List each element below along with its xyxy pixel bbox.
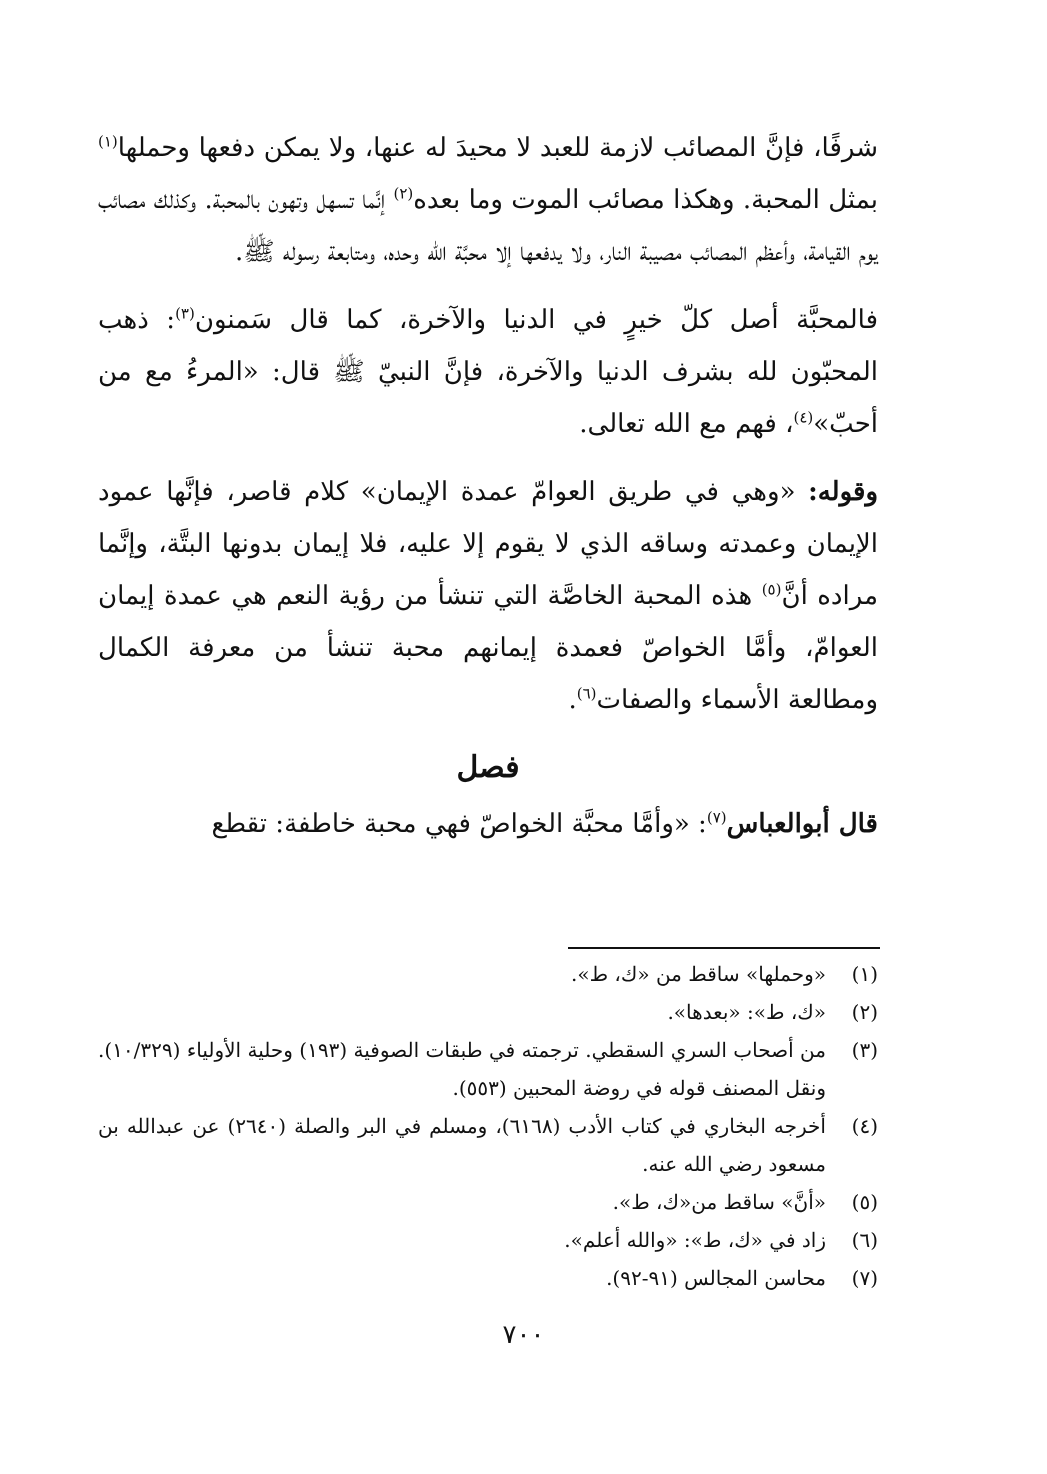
main-text [98,122,878,866]
footnote-text: محاسن المجالس (٩١-٩٢). [606,1266,826,1290]
paragraph-3-text-1: «وهي في طريق العوامّ عمدة الإيمان» كلام قاصر، فإنَّها عمود الإيمان وعمدته وساقه الذي لا يقوم إلا عليه، فلا إيمان بدونها البتَّة، وإنَّما مراده أنَّ [98,477,878,611]
paragraph-2-text-2: : ذهب المحبّون لله بشرف الدنيا والآخرة، فإنَّ النبيّ ﷺ قال: «المرءُ مع من أحبّ» [98,305,878,439]
paragraph-2 [98,294,878,450]
footnote-number: (٦) [851,1228,878,1252]
footnote-ref-4[interactable]: (٤) [793,408,814,427]
footnote-text: «وحملها» ساقط من «ك، ط». [570,962,826,986]
footnote-ref-3[interactable]: (٣) [175,304,195,323]
paragraph-4-text-1: : «وأمَّا محبَّة الخواصّ فهي محبة خاطفة: تقطع [211,809,707,839]
footnote-number: (٥) [851,1190,878,1214]
footnotes [98,955,878,1297]
footnote-item [98,955,878,993]
paragraph-2-text-1: فالمحبَّة أصل كلّ خيرٍ في الدنيا والآخرة، كما قال سَمنون [194,305,879,335]
paragraph-3-text-2: هذه المحبة الخاصَّة التي تنشأ من رؤية النعم هي عمدة إيمان العوامّ، وأمَّا الخواصّ فعمدة إيمانهم محبة تنشأ من معرفة الكمال ومطالعة الأسماء والصفات [98,581,878,715]
section-heading: فصل [456,750,520,785]
footnote-ref-1[interactable]: (١) [98,132,118,151]
footnote-item [98,1259,878,1297]
footnote-separator [568,947,880,949]
footnote-item [98,1183,878,1221]
paragraph-1-text-3: إنَّما تسهل وتهون بالمحبة. وكذلك مصائب يوم القيامة، وأعظم المصائب مصيبة النار، ولا يدفعها إلا محبَّة الله وحده، ومتابعة رسوله ﷺ. [98,185,878,267]
footnote-number: (٣) [851,1038,878,1062]
footnote-number: (٤) [851,1114,878,1138]
paragraph-3-lead: وقوله: [808,477,879,507]
paragraph-1-text-1: شرفًا، فإنَّ المصائب لازمة للعبد لا محيدَ له عنها، ولا يمكن دفعها وحملها [117,133,878,163]
footnote-item [98,1031,878,1107]
paragraph-1 [98,122,878,278]
footnote-ref-7[interactable]: (٧) [706,808,727,827]
footnote-ref-5[interactable]: (٥) [761,580,782,599]
footnote-ref-2[interactable]: (٢) [393,184,414,203]
paragraph-3 [98,466,878,726]
footnote-text: من أصحاب السري السقطي. ترجمته في طبقات الصوفية (١٩٣) وحلية الأولياء (١٠/٣٢٩). ونقل المصنف قوله في روضة المحبين (٥٥٣). [98,1038,826,1100]
page-number: ٧٠٠ [502,1320,545,1350]
footnote-item [98,1221,878,1259]
paragraph-1-text-2: بمثل المحبة. وهكذا مصائب الموت وما بعده [413,185,878,215]
footnote-item [98,993,878,1031]
footnote-number: (٢) [851,1000,878,1024]
footnote-number: (٧) [851,1266,878,1290]
paragraph-2-text-3: ، فهم مع الله تعالى. [579,409,794,439]
footnote-text: «ك، ط»: «بعدها». [667,1000,826,1024]
footnote-ref-6[interactable]: (٦) [576,684,597,703]
footnote-text: «أنَّ» ساقط من«ك، ط». [612,1190,826,1214]
paragraph-4-lead: قال أبوالعباس [726,809,878,839]
footnote-number: (١) [851,962,878,986]
footnote-text: أخرجه البخاري في كتاب الأدب (٦١٦٨)، ومسلم في البر والصلة (٢٦٤٠) عن عبدالله بن مسعود رضي الله عنه. [98,1114,826,1176]
paragraph-3-text-3: . [568,685,577,715]
footnote-item [98,1107,878,1183]
footnote-text: زاد في «ك، ط»: «والله أعلم». [564,1228,826,1252]
paragraph-4 [98,798,878,850]
